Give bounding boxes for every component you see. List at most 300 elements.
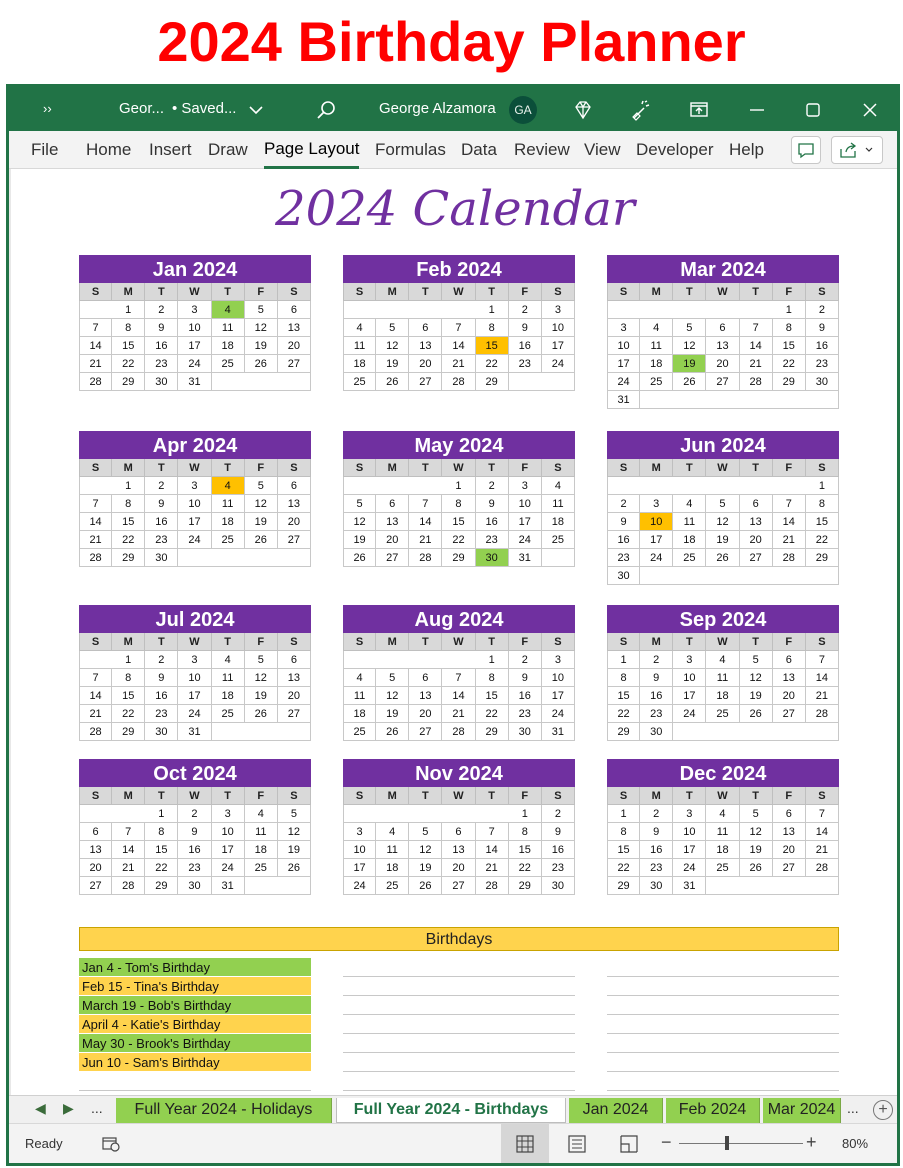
day-cell[interactable]: 14: [442, 687, 475, 705]
day-cell[interactable]: 6: [442, 823, 475, 841]
day-cell[interactable]: 13: [740, 513, 773, 531]
day-cell[interactable]: 10: [178, 669, 211, 687]
day-cell[interactable]: 12: [706, 513, 739, 531]
weekday-label[interactable]: W: [706, 283, 739, 301]
day-cell[interactable]: 3: [640, 495, 673, 513]
zoom-out-button[interactable]: −: [661, 1132, 672, 1152]
day-cell[interactable]: 16: [145, 337, 178, 355]
page-break-view-button[interactable]: [605, 1124, 653, 1164]
month-header[interactable]: Aug 2024: [343, 605, 575, 633]
day-cell[interactable]: 6: [409, 669, 442, 687]
day-cell[interactable]: 24: [178, 705, 211, 723]
weekday-label[interactable]: F: [509, 633, 542, 651]
day-cell[interactable]: 19: [740, 841, 773, 859]
tab-developer[interactable]: Developer: [636, 140, 714, 159]
day-cell[interactable]: 7: [79, 319, 112, 337]
day-cell[interactable]: 6: [409, 319, 442, 337]
day-cell[interactable]: 31: [178, 373, 211, 391]
day-cell[interactable]: 14: [79, 337, 112, 355]
day-cell[interactable]: 24: [640, 549, 673, 567]
day-cell[interactable]: 15: [112, 687, 145, 705]
day-cell[interactable]: 12: [673, 337, 706, 355]
day-cell[interactable]: 24: [509, 531, 542, 549]
day-cell[interactable]: 3: [673, 651, 706, 669]
weekday-label[interactable]: W: [442, 787, 475, 805]
empty-cell[interactable]: [706, 723, 739, 741]
day-cell[interactable]: 25: [706, 859, 739, 877]
present-icon[interactable]: [688, 99, 710, 121]
day-cell[interactable]: 14: [476, 841, 509, 859]
day-cell[interactable]: 14: [112, 841, 145, 859]
weekday-label[interactable]: W: [178, 633, 211, 651]
month-header[interactable]: Apr 2024: [79, 431, 311, 459]
day-cell[interactable]: 16: [476, 513, 509, 531]
day-cell[interactable]: 10: [542, 669, 575, 687]
day-cell[interactable]: 7: [79, 669, 112, 687]
day-cell[interactable]: 11: [343, 337, 376, 355]
empty-cell[interactable]: [509, 373, 542, 391]
day-cell[interactable]: 13: [409, 687, 442, 705]
month-header[interactable]: Dec 2024: [607, 759, 839, 787]
day-cell[interactable]: 25: [376, 877, 409, 895]
save-status[interactable]: • Saved...: [172, 100, 237, 117]
day-cell[interactable]: 24: [178, 531, 211, 549]
empty-cell[interactable]: [673, 567, 706, 585]
day-cell[interactable]: 22: [112, 531, 145, 549]
empty-cell[interactable]: [79, 477, 112, 495]
day-cell[interactable]: 13: [773, 669, 806, 687]
empty-cell[interactable]: [773, 877, 806, 895]
day-cell[interactable]: 21: [442, 355, 475, 373]
day-cell[interactable]: 13: [278, 495, 311, 513]
day-cell[interactable]: 23: [145, 531, 178, 549]
day-cell[interactable]: 30: [145, 549, 178, 567]
day-cell[interactable]: 6: [278, 477, 311, 495]
day-cell[interactable]: 31: [212, 877, 245, 895]
day-cell[interactable]: 29: [112, 723, 145, 741]
sheet-tab-holidays[interactable]: Full Year 2024 - Holidays: [116, 1098, 332, 1123]
day-cell[interactable]: 16: [640, 841, 673, 859]
day-cell[interactable]: 10: [509, 495, 542, 513]
empty-cell[interactable]: [343, 301, 376, 319]
day-cell[interactable]: 1: [806, 477, 839, 495]
month-header[interactable]: Jun 2024: [607, 431, 839, 459]
day-cell[interactable]: 29: [806, 549, 839, 567]
weekday-label[interactable]: S: [278, 633, 311, 651]
weekday-label[interactable]: F: [773, 283, 806, 301]
day-cell[interactable]: 12: [376, 687, 409, 705]
day-cell[interactable]: 2: [145, 477, 178, 495]
scroll-tabs-left-icon[interactable]: ◀: [35, 1100, 46, 1116]
day-cell[interactable]: 1: [112, 477, 145, 495]
day-cell[interactable]: 11: [343, 687, 376, 705]
day-cell[interactable]: 29: [607, 877, 640, 895]
day-cell[interactable]: 20: [409, 355, 442, 373]
tab-file[interactable]: File: [31, 140, 59, 159]
empty-cell[interactable]: [278, 877, 311, 895]
day-cell[interactable]: 25: [343, 373, 376, 391]
weekday-label[interactable]: T: [212, 459, 245, 477]
weekday-label[interactable]: T: [476, 283, 509, 301]
day-cell[interactable]: 6: [740, 495, 773, 513]
day-cell[interactable]: 20: [740, 531, 773, 549]
weekday-label[interactable]: F: [773, 459, 806, 477]
empty-cell[interactable]: [673, 301, 706, 319]
day-cell[interactable]: 30: [509, 723, 542, 741]
blank-entry-line[interactable]: [607, 976, 839, 977]
day-cell[interactable]: 29: [112, 549, 145, 567]
day-cell[interactable]: 24: [343, 877, 376, 895]
day-cell[interactable]: 14: [806, 669, 839, 687]
day-cell[interactable]: 13: [376, 513, 409, 531]
weekday-label[interactable]: T: [409, 459, 442, 477]
day-cell[interactable]: 17: [178, 687, 211, 705]
weekday-label[interactable]: S: [79, 283, 112, 301]
day-cell[interactable]: 9: [178, 823, 211, 841]
day-cell[interactable]: 17: [542, 687, 575, 705]
day-cell[interactable]: 26: [740, 705, 773, 723]
day-cell[interactable]: 1: [145, 805, 178, 823]
day-cell[interactable]: 16: [607, 531, 640, 549]
day-cell[interactable]: 4: [343, 319, 376, 337]
magic-wand-icon[interactable]: [630, 99, 652, 121]
blank-entry-line[interactable]: [343, 1052, 575, 1053]
day-cell[interactable]: 12: [245, 669, 278, 687]
weekday-label[interactable]: M: [640, 283, 673, 301]
weekday-label[interactable]: M: [376, 283, 409, 301]
day-cell[interactable]: 18: [343, 705, 376, 723]
day-cell[interactable]: 28: [409, 549, 442, 567]
day-cell[interactable]: 25: [212, 531, 245, 549]
file-name[interactable]: Geor...: [119, 100, 165, 117]
day-cell[interactable]: 19: [245, 687, 278, 705]
day-cell[interactable]: 5: [706, 495, 739, 513]
empty-cell[interactable]: [343, 805, 376, 823]
day-cell[interactable]: 20: [278, 513, 311, 531]
weekday-label[interactable]: M: [640, 787, 673, 805]
day-cell[interactable]: 13: [79, 841, 112, 859]
day-cell[interactable]: 1: [442, 477, 475, 495]
empty-cell[interactable]: [442, 301, 475, 319]
search-icon[interactable]: [315, 99, 337, 121]
day-cell[interactable]: 7: [806, 805, 839, 823]
empty-cell[interactable]: [178, 549, 211, 567]
day-cell[interactable]: 20: [773, 687, 806, 705]
weekday-label[interactable]: F: [245, 283, 278, 301]
weekday-label[interactable]: F: [509, 459, 542, 477]
month-header[interactable]: May 2024: [343, 431, 575, 459]
blank-entry-line[interactable]: [607, 1033, 839, 1034]
weekday-label[interactable]: M: [640, 459, 673, 477]
day-cell[interactable]: 8: [112, 669, 145, 687]
day-cell[interactable]: 7: [442, 669, 475, 687]
day-cell[interactable]: 14: [806, 823, 839, 841]
day-cell[interactable]: 24: [212, 859, 245, 877]
day-cell[interactable]: 15: [509, 841, 542, 859]
day-cell[interactable]: 6: [773, 805, 806, 823]
day-cell[interactable]: 2: [509, 651, 542, 669]
sheet-tab-feb[interactable]: Feb 2024: [666, 1098, 760, 1123]
day-cell[interactable]: 13: [278, 669, 311, 687]
day-cell[interactable]: 21: [806, 841, 839, 859]
day-cell[interactable]: 19: [278, 841, 311, 859]
empty-cell[interactable]: [442, 651, 475, 669]
weekday-label[interactable]: F: [245, 787, 278, 805]
day-cell[interactable]: 18: [343, 355, 376, 373]
empty-cell[interactable]: [607, 477, 640, 495]
weekday-label[interactable]: S: [542, 787, 575, 805]
day-cell[interactable]: 8: [112, 495, 145, 513]
day-cell[interactable]: 30: [542, 877, 575, 895]
empty-cell[interactable]: [740, 567, 773, 585]
blank-entry-line[interactable]: [343, 995, 575, 996]
day-cell[interactable]: 28: [740, 373, 773, 391]
day-cell[interactable]: 7: [79, 495, 112, 513]
day-cell[interactable]: 8: [806, 495, 839, 513]
avatar[interactable]: GA: [509, 96, 537, 124]
day-cell[interactable]: 11: [212, 669, 245, 687]
day-cell[interactable]: 8: [607, 823, 640, 841]
accessibility-icon[interactable]: [101, 1134, 121, 1159]
day-cell[interactable]: 30: [476, 549, 509, 567]
comments-button[interactable]: [791, 136, 821, 164]
empty-cell[interactable]: [740, 477, 773, 495]
day-cell[interactable]: 22: [112, 705, 145, 723]
day-cell[interactable]: 12: [409, 841, 442, 859]
birthdays-header[interactable]: Birthdays: [79, 927, 839, 951]
day-cell[interactable]: 17: [640, 531, 673, 549]
day-cell[interactable]: 17: [673, 687, 706, 705]
day-cell[interactable]: 20: [442, 859, 475, 877]
weekday-label[interactable]: T: [476, 459, 509, 477]
day-cell[interactable]: 30: [607, 567, 640, 585]
blank-entry-line[interactable]: [343, 976, 575, 977]
day-cell[interactable]: 30: [806, 373, 839, 391]
day-cell[interactable]: 27: [278, 705, 311, 723]
day-cell[interactable]: 26: [343, 549, 376, 567]
day-cell[interactable]: 25: [343, 723, 376, 741]
tab-draw[interactable]: Draw: [208, 140, 248, 159]
empty-cell[interactable]: [640, 301, 673, 319]
day-cell[interactable]: 10: [673, 823, 706, 841]
day-cell[interactable]: 23: [542, 859, 575, 877]
user-name[interactable]: George Alzamora: [379, 100, 496, 117]
day-cell[interactable]: 22: [145, 859, 178, 877]
scroll-tabs-right-icon[interactable]: ▶: [63, 1100, 74, 1116]
day-cell[interactable]: 4: [673, 495, 706, 513]
weekday-label[interactable]: S: [343, 283, 376, 301]
day-cell[interactable]: 16: [145, 687, 178, 705]
day-cell[interactable]: 11: [245, 823, 278, 841]
month-header[interactable]: Nov 2024: [343, 759, 575, 787]
weekday-label[interactable]: M: [640, 633, 673, 651]
day-cell[interactable]: 1: [476, 301, 509, 319]
day-cell[interactable]: 28: [442, 373, 475, 391]
zoom-in-button[interactable]: +: [806, 1132, 817, 1152]
day-cell[interactable]: 9: [607, 513, 640, 531]
day-cell[interactable]: 7: [112, 823, 145, 841]
day-cell[interactable]: 28: [79, 373, 112, 391]
day-cell[interactable]: 19: [245, 513, 278, 531]
day-cell[interactable]: 16: [145, 513, 178, 531]
empty-cell[interactable]: [376, 805, 409, 823]
blank-entry-line[interactable]: [343, 1014, 575, 1015]
weekday-label[interactable]: M: [112, 459, 145, 477]
weekday-label[interactable]: S: [806, 283, 839, 301]
day-cell[interactable]: 22: [442, 531, 475, 549]
day-cell[interactable]: 22: [476, 705, 509, 723]
day-cell[interactable]: 11: [706, 823, 739, 841]
tab-data[interactable]: Data: [461, 140, 497, 159]
empty-cell[interactable]: [79, 805, 112, 823]
empty-cell[interactable]: [343, 651, 376, 669]
weekday-label[interactable]: S: [607, 283, 640, 301]
day-cell[interactable]: 9: [509, 669, 542, 687]
expand-quick-access-icon[interactable]: ››: [43, 101, 52, 116]
empty-cell[interactable]: [245, 723, 278, 741]
day-cell[interactable]: 3: [542, 301, 575, 319]
day-cell[interactable]: 27: [740, 549, 773, 567]
day-cell[interactable]: 20: [706, 355, 739, 373]
day-cell[interactable]: 25: [245, 859, 278, 877]
day-cell[interactable]: 15: [476, 337, 509, 355]
empty-cell[interactable]: [706, 477, 739, 495]
day-cell[interactable]: 2: [806, 301, 839, 319]
day-cell[interactable]: 5: [343, 495, 376, 513]
day-cell[interactable]: 23: [806, 355, 839, 373]
weekday-label[interactable]: T: [212, 787, 245, 805]
day-cell[interactable]: 31: [607, 391, 640, 409]
normal-view-button[interactable]: [501, 1124, 549, 1164]
empty-cell[interactable]: [673, 477, 706, 495]
day-cell[interactable]: 19: [409, 859, 442, 877]
day-cell[interactable]: 22: [509, 859, 542, 877]
day-cell[interactable]: 27: [706, 373, 739, 391]
day-cell[interactable]: 3: [178, 301, 211, 319]
day-cell[interactable]: 25: [673, 549, 706, 567]
day-cell[interactable]: 6: [376, 495, 409, 513]
day-cell[interactable]: 29: [509, 877, 542, 895]
day-cell[interactable]: 5: [245, 651, 278, 669]
empty-cell[interactable]: [245, 877, 278, 895]
day-cell[interactable]: 4: [343, 669, 376, 687]
day-cell[interactable]: 11: [706, 669, 739, 687]
day-cell[interactable]: 17: [673, 841, 706, 859]
empty-cell[interactable]: [79, 651, 112, 669]
day-cell[interactable]: 5: [245, 477, 278, 495]
weekday-label[interactable]: F: [509, 787, 542, 805]
day-cell[interactable]: 4: [706, 805, 739, 823]
day-cell[interactable]: 5: [740, 805, 773, 823]
day-cell[interactable]: 6: [278, 651, 311, 669]
day-cell[interactable]: 12: [740, 823, 773, 841]
day-cell[interactable]: 16: [178, 841, 211, 859]
birthday-entry[interactable]: Jun 10 - Sam's Birthday: [79, 1053, 311, 1072]
weekday-label[interactable]: S: [278, 787, 311, 805]
day-cell[interactable]: 14: [740, 337, 773, 355]
day-cell[interactable]: 26: [278, 859, 311, 877]
day-cell[interactable]: 10: [178, 319, 211, 337]
weekday-label[interactable]: T: [673, 459, 706, 477]
day-cell[interactable]: 25: [542, 531, 575, 549]
day-cell[interactable]: 27: [278, 355, 311, 373]
day-cell[interactable]: 19: [376, 355, 409, 373]
day-cell[interactable]: 21: [740, 355, 773, 373]
empty-cell[interactable]: [476, 805, 509, 823]
birthday-entry[interactable]: April 4 - Katie's Birthday: [79, 1015, 311, 1034]
day-cell[interactable]: 11: [212, 319, 245, 337]
close-icon[interactable]: [859, 99, 881, 121]
day-cell[interactable]: 21: [79, 531, 112, 549]
empty-cell[interactable]: [640, 391, 673, 409]
day-cell[interactable]: 23: [476, 531, 509, 549]
day-cell[interactable]: 27: [442, 877, 475, 895]
day-cell[interactable]: 16: [509, 337, 542, 355]
day-cell[interactable]: 2: [178, 805, 211, 823]
tab-page-layout[interactable]: Page Layout: [264, 131, 359, 169]
day-cell[interactable]: 12: [278, 823, 311, 841]
day-cell[interactable]: 17: [212, 841, 245, 859]
day-cell[interactable]: 20: [376, 531, 409, 549]
day-cell[interactable]: 1: [476, 651, 509, 669]
day-cell[interactable]: 17: [343, 859, 376, 877]
day-cell[interactable]: 2: [640, 805, 673, 823]
weekday-label[interactable]: T: [740, 459, 773, 477]
weekday-label[interactable]: T: [673, 787, 706, 805]
day-cell[interactable]: 5: [376, 669, 409, 687]
day-cell[interactable]: 5: [245, 301, 278, 319]
day-cell[interactable]: 22: [607, 705, 640, 723]
weekday-label[interactable]: T: [409, 787, 442, 805]
day-cell[interactable]: 31: [673, 877, 706, 895]
day-cell[interactable]: 22: [476, 355, 509, 373]
day-cell[interactable]: 27: [409, 723, 442, 741]
day-cell[interactable]: 18: [542, 513, 575, 531]
day-cell[interactable]: 5: [376, 319, 409, 337]
day-cell[interactable]: 2: [607, 495, 640, 513]
empty-cell[interactable]: [673, 391, 706, 409]
day-cell[interactable]: 4: [542, 477, 575, 495]
day-cell[interactable]: 7: [409, 495, 442, 513]
month-header[interactable]: Jul 2024: [79, 605, 311, 633]
day-cell[interactable]: 18: [376, 859, 409, 877]
empty-cell[interactable]: [409, 651, 442, 669]
blank-entry-line[interactable]: [343, 1033, 575, 1034]
day-cell[interactable]: 4: [376, 823, 409, 841]
empty-cell[interactable]: [542, 549, 575, 567]
empty-cell[interactable]: [376, 651, 409, 669]
day-cell[interactable]: 1: [607, 651, 640, 669]
empty-cell[interactable]: [740, 301, 773, 319]
day-cell[interactable]: 2: [145, 651, 178, 669]
weekday-label[interactable]: S: [278, 283, 311, 301]
day-cell[interactable]: 23: [640, 705, 673, 723]
day-cell[interactable]: 9: [145, 319, 178, 337]
day-cell[interactable]: 17: [607, 355, 640, 373]
day-cell[interactable]: 2: [509, 301, 542, 319]
weekday-label[interactable]: S: [607, 633, 640, 651]
day-cell[interactable]: 10: [673, 669, 706, 687]
day-cell[interactable]: 14: [79, 513, 112, 531]
blank-entry-line[interactable]: [607, 1090, 839, 1091]
day-cell[interactable]: 20: [773, 841, 806, 859]
day-cell[interactable]: 9: [145, 495, 178, 513]
weekday-label[interactable]: W: [442, 459, 475, 477]
empty-cell[interactable]: [278, 549, 311, 567]
empty-cell[interactable]: [740, 877, 773, 895]
day-cell[interactable]: 14: [409, 513, 442, 531]
day-cell[interactable]: 8: [476, 319, 509, 337]
